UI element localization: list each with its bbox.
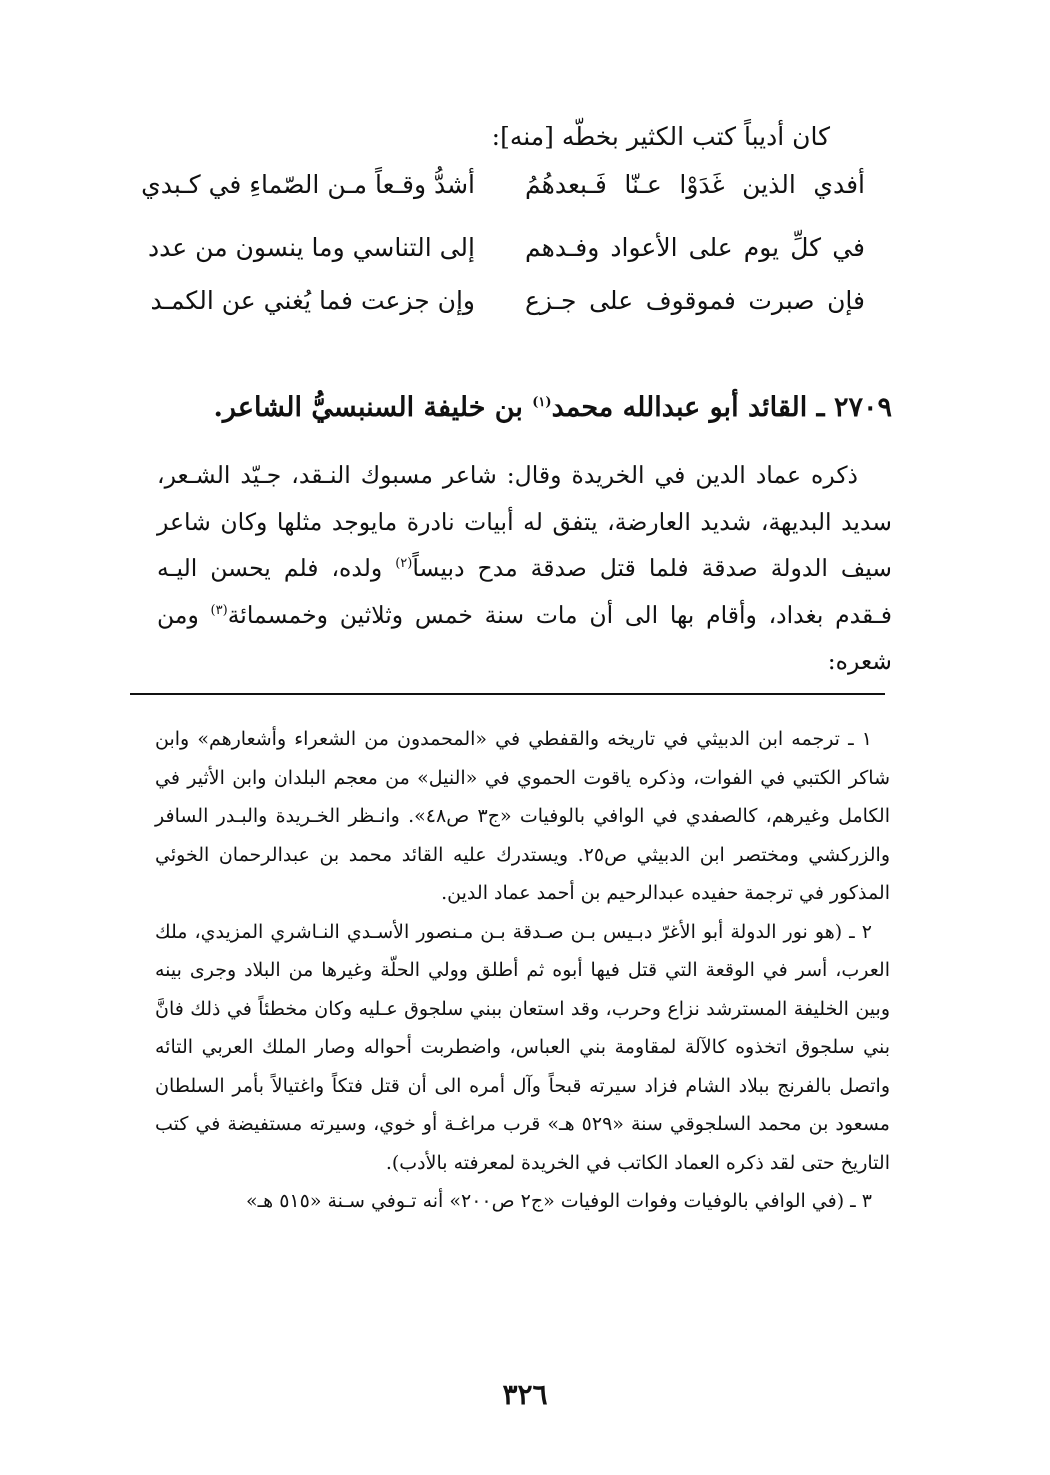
verse-first-hemistich: في كلِّ يوم على الأعواد وفـدهم <box>525 233 865 262</box>
verse-second-hemistich: أشدُّ وقـعاً مـن الصّماءِ في كـبدي <box>141 170 475 199</box>
entry-heading-text: بن خليفة السنبسيُّ الشاعر. <box>213 392 533 423</box>
footnote-divider <box>130 693 885 695</box>
verse-line <box>150 286 865 326</box>
verse-first-hemistich: فإن صبرت فموقوف على جـزع <box>525 286 865 315</box>
biography-paragraph <box>157 452 892 685</box>
footnote: ٢ ـ (هو نور الدولة أبو الأغرّ دبـيس بـن صـدقة بـن مـنصور الأسـدي النـاشري المزيدي، ملك العرب، أسر في الوقعة التي قتل فيها أبوه ثم أطلق وولي الحلّة وغيرها من البلاد وجرى بينه وبين الخليفة المسترشد نزاع وحرب، وقد استعان ببني سلجوق عـليه وكان مخطئاً في ذلك فانَّ بني سلجوق اتخذوه كالآلة لمقاومة بني العباس، واضطربت أحواله وصار الملك العربي التائه واتصل بالفرنج ببلاد الشام فزاد سيرته قبحاً وآل أمره الى أن قتل فتكاً واغتيالاً بأمر السلطان مسعود بن محمد السلجوقي سنة «٥٢٩ هـ» قرب مراغـة أو خوي، وسيرته مستفيضة في كتب التاريخ حتى لقد ذكره العماد الكاتب في الخريدة لمعرفته بالأدب). <box>155 920 890 1174</box>
biography-text: ذكره عماد الدين في الخريدة وقال: شاعر مسبوك النـقد، جـيّد الشـعر، سديد البديهة، شديد العارضة، يتفق له أبيات نادرة مايوجد مثلها وكان شاعر سيف الدولة صدقة فلما قتل صدقة مدح دبيساً <box>157 461 892 582</box>
footnote: ١ ـ ترجمه ابن الدبيثي في تاريخه والقفطي في «المحمدون من الشعراء وأشعارهم» وابن شاكر الكتبي في الفوات، وذكره ياقوت الحموي في «النيل» من معجم البلدان وابن الأثير في الكامل وغيرهم، كالصفدي في الوافي بالوفيات «ج٣ ص٤٨». وانـظر الخـريدة والبـدر السافر والزركشي ومختصر ابن الدبيثي ص٢٥. ويستدرك عليه القائد محمد بن عبدالرحمان الخوئي المذكور في ترجمة حفيده عبدالرحيم بن أحمد عماد الدين. <box>155 728 890 904</box>
verse-line <box>148 233 865 273</box>
biography-text: ولده، فلم يحسن اليـه فـقدم بغداد، وأقام بها الى أن مات سنة خمس وثلاثين وخمسمائة <box>157 554 892 629</box>
verse-second-hemistich: إلى التناسي وما ينسون من عدد <box>148 233 475 262</box>
footnote-reference: (٢) <box>395 556 413 572</box>
footnote: ٣ ـ (في الوافي بالوفيات وفوات الوفيات «ج٢ ص٢٠٠» أنه تـوفي سـنة «٥١٥ هـ» <box>245 1190 872 1212</box>
footnote-reference: (١) <box>532 395 552 410</box>
entry-heading <box>152 392 892 423</box>
footnotes <box>155 720 890 1221</box>
verse-second-hemistich: وإن جزعت فما يُغني عن الكمـد <box>150 286 475 315</box>
footnote-reference: (٣) <box>210 602 228 618</box>
intro-line: كان أديباً كتب الكثير بخطّه [منه]: <box>491 122 830 151</box>
biography-text: ومن شعره: <box>157 600 892 675</box>
verse-line <box>141 170 865 210</box>
entry-heading-text: ٢٧٠٩ ـ القائد أبو عبدالله محمد <box>551 392 892 423</box>
page-number: ٣٢٦ <box>502 1378 548 1411</box>
verse-first-hemistich: أفدي الذين غَدَوْا عـنّا فَـبعدهُمُ <box>525 170 865 199</box>
